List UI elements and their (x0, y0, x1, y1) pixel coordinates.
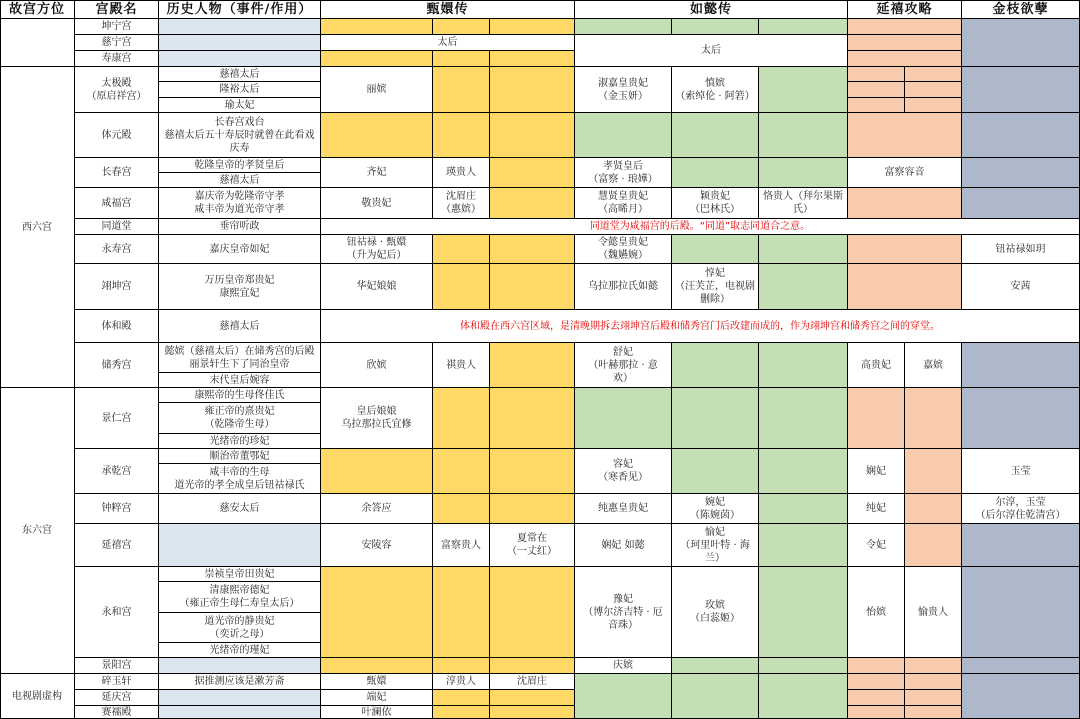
zhenhuan-chuxiu-1: 欣嫔 (321, 343, 433, 388)
yanxi-chuxiu-2: 嘉嫔 (905, 343, 962, 388)
zhenhuan-cell (490, 567, 575, 658)
zhenhuan-suiyu-1: 甄嬛 (321, 674, 433, 690)
zhenhuan-cell (490, 343, 575, 388)
yanxi-cell (905, 449, 962, 494)
zhenhuan-cell (490, 188, 575, 219)
history-jingren-2: 雍正帝的熹贵妃 （乾隆帝生母） (159, 403, 321, 434)
zhenhuan-cell (321, 19, 433, 35)
ruyi-cell (759, 494, 848, 524)
history-tiyuan: 长春宫戏台 慈禧太后五十寿辰时就曾在此看戏 庆寿 (159, 113, 321, 158)
history-tihe: 慈禧太后 (159, 310, 321, 343)
jinzhi-cell (962, 113, 1080, 158)
history-yongshou: 嘉庆皇帝如妃 (159, 235, 321, 264)
ruyi-cell (759, 264, 848, 310)
jinzhi-cell (962, 343, 1080, 388)
zhenhuan-cell (321, 113, 433, 158)
zhenhuan-cell (321, 567, 433, 658)
zhenhuan-yanxi-2: 富察贵人 (433, 524, 490, 567)
yanxi-cell (905, 388, 962, 449)
ruyi-cell (759, 567, 848, 658)
palace-jingyang: 景阳宫 (75, 658, 159, 674)
palace-yanxi: 延禧宫 (75, 524, 159, 567)
ruyi-cell (672, 113, 759, 158)
ruyi-yanxi-1: 娴妃 如懿 (575, 524, 672, 567)
zhenhuan-cining: 太后 (321, 35, 575, 51)
zhenhuan-cell (490, 706, 575, 719)
zhenhuan-zhongcui: 余答应 (321, 494, 433, 524)
zhenhuan-yanqing: 端妃 (321, 690, 433, 706)
history-taiji-3: 瑜太妃 (159, 98, 321, 113)
palace-yonghe: 永和宫 (75, 567, 159, 658)
ruyi-jingyang: 庆嫔 (575, 658, 672, 674)
header-zhenhuan: 甄嬛传 (321, 0, 575, 19)
ruyi-cell (672, 235, 759, 264)
yanxi-yonghe-1: 怡嫔 (848, 567, 905, 658)
zhenhuan-yongshou: 钮祜禄 · 甄嬛 （升为妃后） (321, 235, 433, 264)
ruyi-zhongcui-1: 纯惠皇贵妃 (575, 494, 672, 524)
zhenhuan-cell (433, 113, 490, 158)
history-cell (159, 51, 321, 67)
yanxi-cell (905, 98, 962, 113)
history-cell (159, 19, 321, 35)
jinzhi-cell (962, 188, 1080, 219)
ruyi-changchun: 孝贤皇后 （富察 · 琅嬅） (575, 158, 672, 188)
yanxi-cell (848, 35, 962, 51)
jinzhi-chengqian: 玉莹 (962, 449, 1080, 494)
history-xianfu: 嘉庆帝为乾隆帝守孝 咸丰帝为道光帝守孝 (159, 188, 321, 219)
yanxi-cell (905, 67, 962, 82)
ruyi-xianfu-3: 恪贵人（拜尔果斯 氏） (759, 188, 848, 219)
history-cell (159, 658, 321, 674)
yanxi-cell (905, 494, 962, 524)
palace-chengqian: 承乾宫 (75, 449, 159, 494)
palace-shoukang: 寿康宫 (75, 51, 159, 67)
header-palace: 宫殿名 (75, 0, 159, 19)
ruyi-cell (672, 449, 759, 494)
palace-kunning: 坤宁宫 (75, 19, 159, 35)
history-chuxiu-2: 末代皇后婉容 (159, 373, 321, 388)
header-location: 故宫方位 (0, 0, 75, 19)
header-history: 历史人物（事件/作用） (159, 0, 321, 19)
yanxi-zhongcui: 纯妃 (848, 494, 905, 524)
history-taiji-1: 慈禧太后 (159, 67, 321, 82)
jinzhi-cell (962, 658, 1080, 674)
ruyi-cell (759, 449, 848, 494)
history-yonghe-3: 道光帝的静贵妃 （奕䜣之母） (159, 613, 321, 643)
ruyi-cell (672, 674, 759, 719)
zhenhuan-cell (490, 449, 575, 494)
zhenhuan-xianfu-1: 敬贵妃 (321, 188, 433, 219)
palace-xianfu: 咸福宫 (75, 188, 159, 219)
history-changchun-2: 慈禧太后 (159, 173, 321, 188)
history-yonghe-1: 崇祯皇帝田贵妃 (159, 567, 321, 582)
yanxi-cell (905, 658, 962, 674)
yanxi-cell (905, 674, 962, 690)
history-cell (159, 35, 321, 51)
region-tv-fictional: 电视剧虚构 (0, 674, 75, 719)
ruyi-cell (672, 19, 759, 35)
yanxi-cell (905, 524, 962, 567)
zhenhuan-cell (321, 51, 433, 67)
history-chengqian-2: 咸丰帝的生母 道光帝的孝全成皇后钮祜禄氏 (159, 464, 321, 494)
zhenhuan-cell (433, 67, 490, 113)
ruyi-zhongcui-2: 婉妃 （陈婉茵） (672, 494, 759, 524)
region-east: 东六宫 (0, 388, 75, 674)
zhenhuan-cell (490, 388, 575, 449)
yanxi-cell (905, 690, 962, 706)
palace-tongdao: 同道堂 (75, 219, 159, 235)
yanxi-cell (848, 674, 905, 690)
zhenhuan-suiyu-3: 沈眉庄 (490, 674, 575, 690)
yanxi-cell (848, 658, 905, 674)
yanxi-cell (848, 51, 962, 67)
yanxi-cell (848, 98, 905, 113)
ruyi-cell (759, 158, 848, 188)
history-zhongcui: 慈安太后 (159, 494, 321, 524)
yanxi-cell (848, 706, 905, 719)
yanxi-cell (848, 388, 905, 449)
palace-yanqing: 延庆宫 (75, 690, 159, 706)
ruyi-cell (759, 658, 848, 674)
palace-tiyuan: 体元殿 (75, 113, 159, 158)
ruyi-cell (759, 235, 848, 264)
ruyi-cell (759, 113, 848, 158)
zhenhuan-cell (490, 51, 575, 67)
history-yikun: 万历皇帝郑贵妃 康熙宜妃 (159, 264, 321, 310)
ruyi-cell (672, 343, 759, 388)
ruyi-yonghe-2: 玫嫔 （白蕊姬） (672, 567, 759, 658)
history-tongdao: 垂帘听政 (159, 219, 321, 235)
zhenhuan-cell (490, 690, 575, 706)
zhenhuan-cell (433, 388, 490, 449)
zhenhuan-cell (490, 158, 575, 188)
ruyi-cell (575, 388, 672, 449)
jinzhi-cell (962, 158, 1080, 188)
ruyi-chengqian: 容妃 （寒香见） (575, 449, 672, 494)
yanxi-changchun: 富察容音 (848, 158, 962, 188)
ruyi-cell (575, 19, 672, 35)
palace-taiji: 太极殿 （原启祥宫） (75, 67, 159, 113)
ruyi-cell (575, 674, 672, 719)
zhenhuan-cell (433, 658, 490, 674)
jinzhi-yikun: 安茜 (962, 264, 1080, 310)
history-yonghe-2: 清康熙帝德妃 （雍正帝生母仁寿皇太后） (159, 582, 321, 613)
region-west: 西六宫 (0, 67, 75, 388)
zhenhuan-yikun: 华妃娘娘 (321, 264, 433, 310)
jinzhi-yongshou: 钮祜禄如玥 (962, 235, 1080, 264)
zhenhuan-cell (490, 494, 575, 524)
history-changchun-1: 乾隆皇帝的孝贤皇后 (159, 158, 321, 173)
zhenhuan-cell (433, 235, 490, 264)
zhenhuan-cell (433, 690, 490, 706)
zhenhuan-cell (433, 264, 490, 310)
jinzhi-cell (962, 674, 1080, 719)
yanxi-cell (848, 19, 962, 35)
history-cell (159, 690, 321, 706)
ruyi-yanxi-2: 愉妃 （珂里叶特 · 海 兰） (672, 524, 759, 567)
zhenhuan-xianfu-2: 沈眉庄 （惠嫔） (433, 188, 490, 219)
zhenhuan-chuxiu-2: 祺贵人 (433, 343, 490, 388)
history-jingren-1: 康熙帝的生母佟佳氏 (159, 388, 321, 403)
jinzhi-cell (962, 19, 1080, 67)
zhenhuan-cell (433, 51, 490, 67)
yanxi-cell (848, 264, 962, 310)
ruyi-shoukang: 太后 (575, 35, 848, 67)
palace-zhongcui: 钟粹宫 (75, 494, 159, 524)
ruyi-cell (672, 158, 759, 188)
zhenhuan-cell (321, 658, 433, 674)
palace-yikun: 翊坤宫 (75, 264, 159, 310)
zhenhuan-suiyu-2: 淳贵人 (433, 674, 490, 690)
zhenhuan-taiji: 丽嫔 (321, 67, 433, 113)
zhenhuan-yanxi-3: 夏常在 （一丈红） (490, 524, 575, 567)
zhenhuan-cell (433, 567, 490, 658)
yanxi-cell (848, 235, 962, 264)
ruyi-yikun-2: 惇妃 （汪芙芷，电视剧 删除） (672, 264, 759, 310)
zhenhuan-cell (490, 67, 575, 113)
ruyi-taiji-1: 淑嘉皇贵妃 （金玉妍） (575, 67, 672, 113)
history-jingren-3: 光绪帝的珍妃 (159, 434, 321, 449)
history-suiyu: 据推测应该是漱芳斋 (159, 674, 321, 690)
header-ruyi: 如懿传 (575, 0, 848, 19)
ruyi-cell (759, 67, 848, 113)
palace-saixu: 赛襦殿 (75, 706, 159, 719)
ruyi-cell (759, 343, 848, 388)
palace-yongshou: 永寿宫 (75, 235, 159, 264)
header-yanxi: 延禧攻略 (848, 0, 962, 19)
zhenhuan-cell (490, 235, 575, 264)
yanxi-yonghe-2: 愉贵人 (905, 567, 962, 658)
history-cell (159, 706, 321, 719)
ruyi-cell (759, 19, 848, 35)
zhenhuan-changchun-2: 瑛贵人 (433, 158, 490, 188)
jinzhi-cell (962, 67, 1080, 113)
ruyi-chuxiu: 舒妃 （叶赫那拉 · 意 欢） (575, 343, 672, 388)
yanxi-yanxi: 令妃 (848, 524, 905, 567)
yanxi-chuxiu-1: 高贵妃 (848, 343, 905, 388)
zhenhuan-saixu: 叶澜依 (321, 706, 433, 719)
tongdao-note: 同道堂为咸福宫的后殿。“同道”取志同道合之意。 (321, 219, 1080, 235)
palace-cining: 慈宁宫 (75, 35, 159, 51)
history-cell (159, 524, 321, 567)
zhenhuan-cell (433, 494, 490, 524)
zhenhuan-cell (433, 706, 490, 719)
history-chengqian-1: 顺治帝董鄂妃 (159, 449, 321, 464)
header-jinzhi: 金枝欲孽 (962, 0, 1080, 19)
yanxi-cell (848, 188, 962, 219)
zhenhuan-cell (490, 658, 575, 674)
ruyi-cell (759, 524, 848, 567)
zhenhuan-jingren: 皇后娘娘 乌拉那拉氏宜修 (321, 388, 433, 449)
palace-tihe: 体和殿 (75, 310, 159, 343)
zhenhuan-cell (433, 19, 490, 35)
ruyi-cell (759, 388, 848, 449)
zhenhuan-changchun-1: 齐妃 (321, 158, 433, 188)
ruyi-yongshou: 令懿皇贵妃 （魏嬿婉） (575, 235, 672, 264)
zhenhuan-cell (490, 19, 575, 35)
ruyi-cell (672, 658, 759, 674)
jinzhi-cell (962, 524, 1080, 567)
yanxi-cell (848, 82, 905, 98)
yanxi-cell (848, 113, 962, 158)
jinzhi-cell (962, 388, 1080, 449)
tihe-note: 体和殿在西六宫区域，是清晚期拆去翊坤宫后殿和储秀宫门后改建而成的，作为翊坤宫和储秀宫之间的穿堂。 (321, 310, 1080, 343)
palace-suiyu: 碎玉轩 (75, 674, 159, 690)
ruyi-cell (672, 388, 759, 449)
yanxi-cell (905, 706, 962, 719)
ruyi-yonghe-1: 豫妃 （博尔济吉特 · 厄 音珠） (575, 567, 672, 658)
yanxi-chengqian: 娴妃 (848, 449, 905, 494)
zhenhuan-yanxi-1: 安陵容 (321, 524, 433, 567)
ruyi-taiji-2: 慎嫔 （索绰伦 · 阿箬） (672, 67, 759, 113)
ruyi-cell (575, 113, 672, 158)
zhenhuan-cell (490, 264, 575, 310)
palace-chuxiu: 储秀宫 (75, 343, 159, 388)
zhenhuan-cell (433, 449, 490, 494)
zhenhuan-cell (321, 449, 433, 494)
palace-jingren: 景仁宫 (75, 388, 159, 449)
history-yonghe-4: 光绪帝的瑾妃 (159, 643, 321, 658)
yanxi-cell (905, 82, 962, 98)
ruyi-cell (759, 674, 848, 719)
ruyi-xianfu-1: 慧贤皇贵妃 （高晞月） (575, 188, 672, 219)
ruyi-yikun-1: 乌拉那拉氏如懿 (575, 264, 672, 310)
zhenhuan-cell (490, 113, 575, 158)
jinzhi-zhongcui: 尔淳，玉莹 （后尔淳住乾清宫） (962, 494, 1080, 524)
history-chuxiu-1: 懿嫔（慈禧太后）在储秀宫的后殿 丽景轩生下了同治皇帝 (159, 343, 321, 373)
yanxi-cell (848, 67, 905, 82)
ruyi-xianfu-2: 颖贵妃 （巴林氏） (672, 188, 759, 219)
jinzhi-cell (962, 567, 1080, 658)
yanxi-cell (848, 690, 905, 706)
history-taiji-2: 隆裕太后 (159, 82, 321, 98)
region-cell-empty (0, 19, 75, 67)
palace-changchun: 长春宫 (75, 158, 159, 188)
